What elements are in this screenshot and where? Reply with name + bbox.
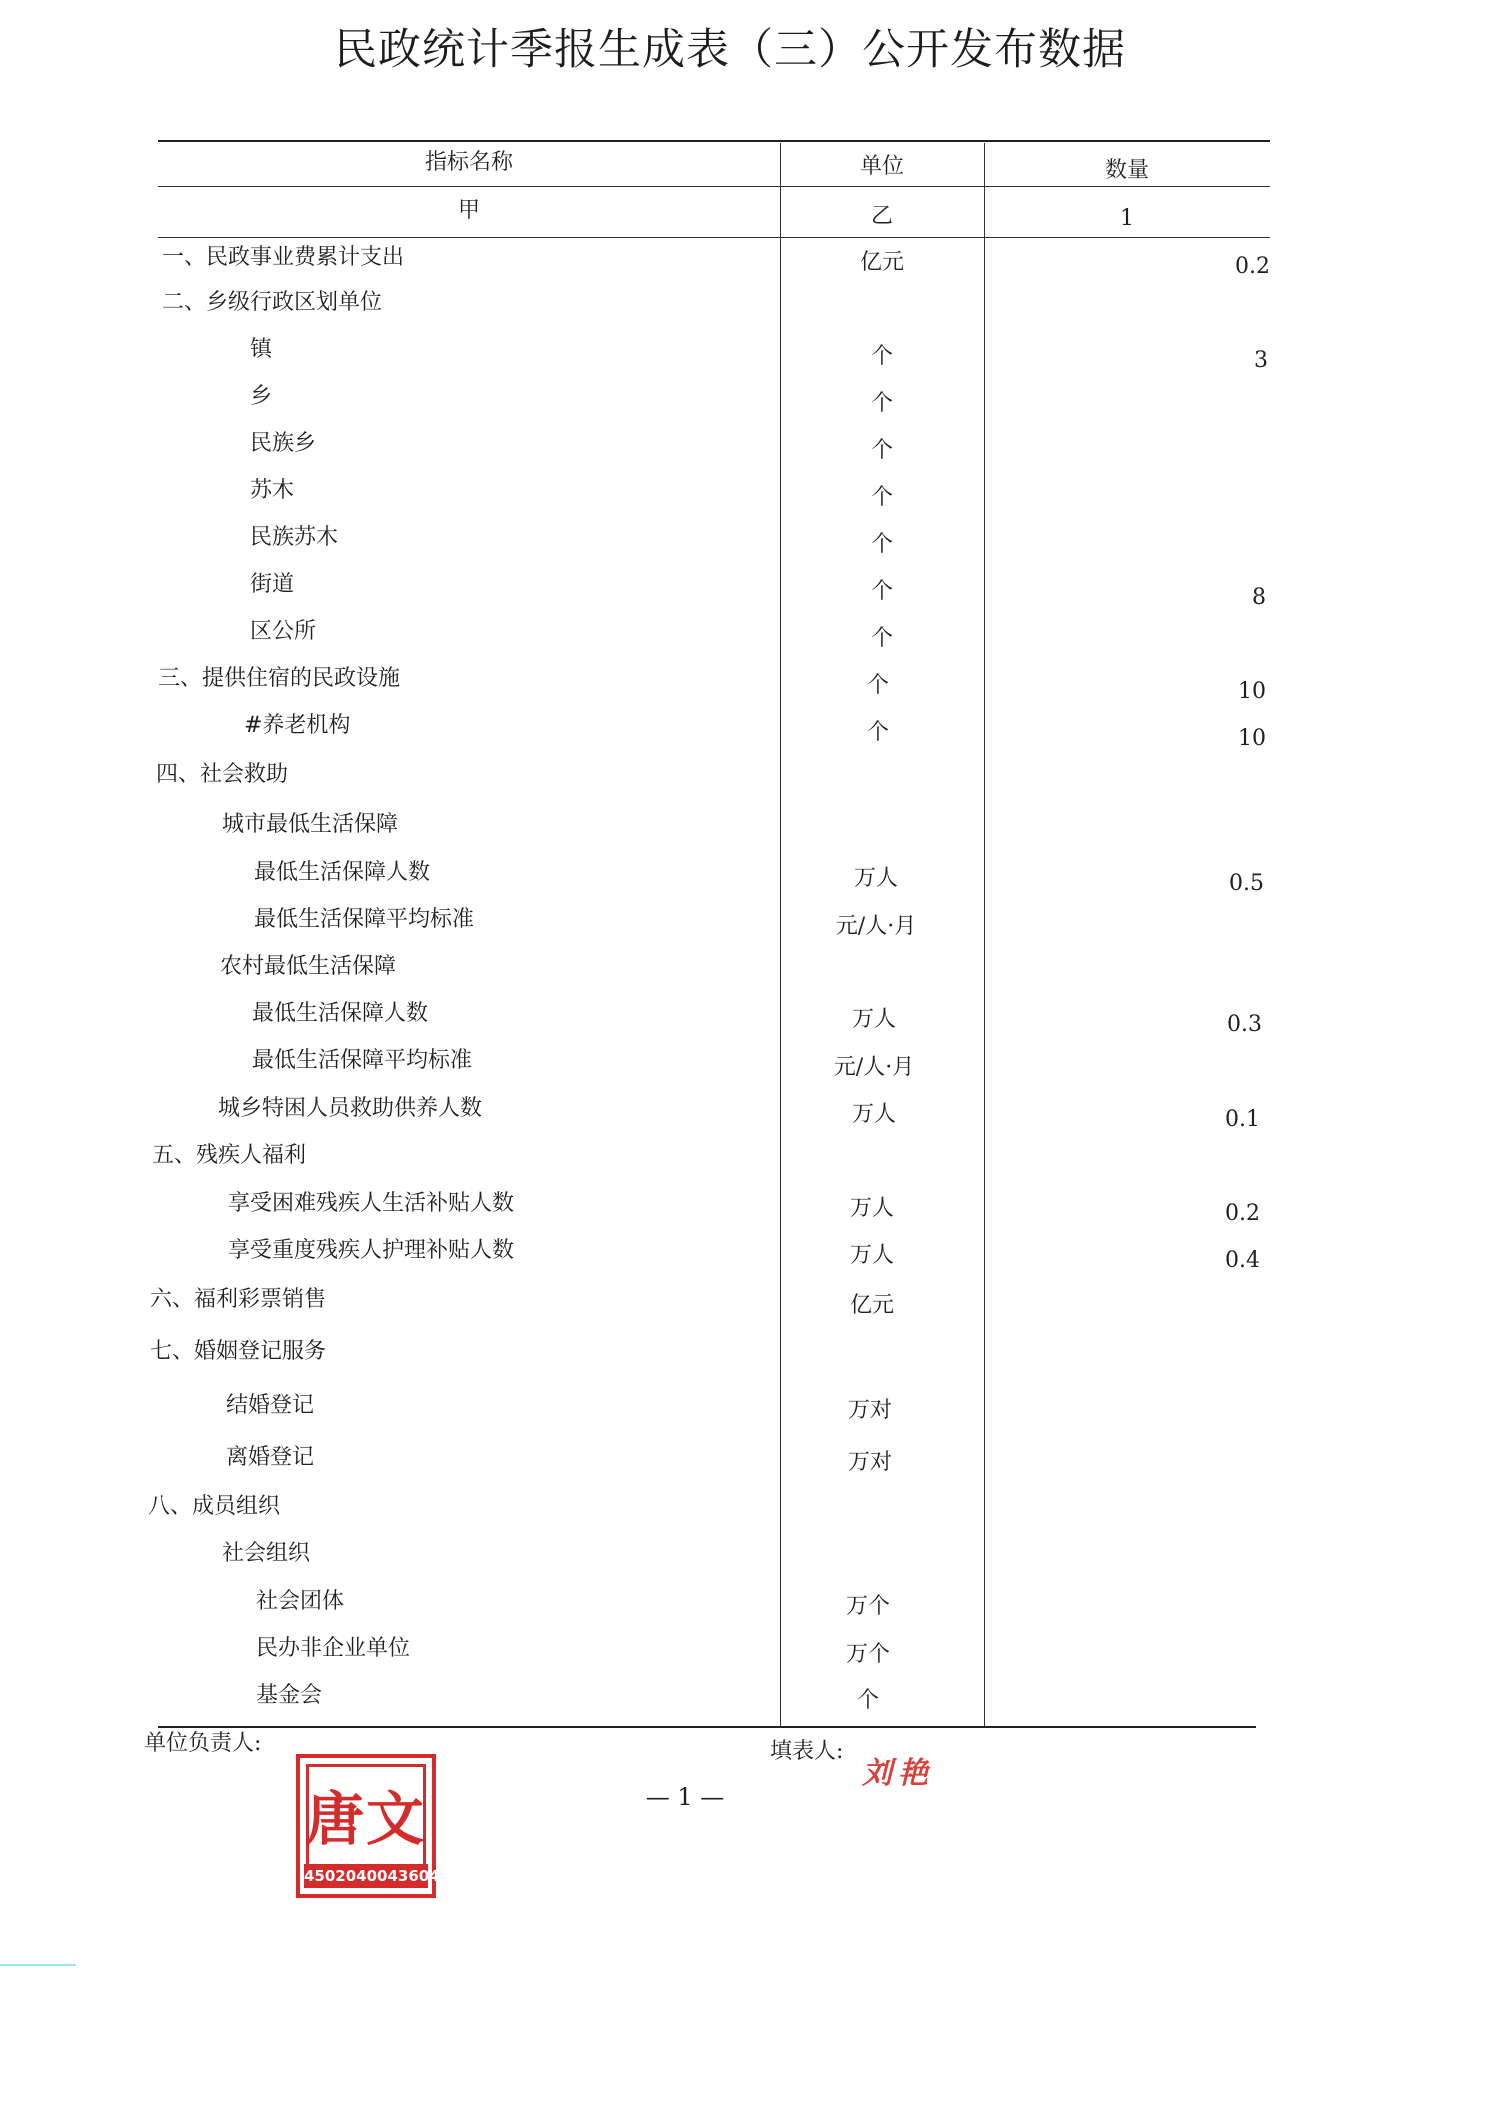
row-name: 镇 (250, 337, 273, 362)
code-unit: 乙 (870, 204, 893, 229)
row-unit: 万人 (853, 866, 898, 891)
row-name: 一、民政事业费累计支出 (162, 245, 405, 270)
row-unit: 个 (870, 579, 893, 604)
document-title: 民政统计季报生成表（三）公开发布数据 (334, 25, 1126, 75)
seal-characters: 唐文 (305, 1785, 426, 1853)
row-name: 农村最低生活保障 (220, 954, 397, 979)
row-unit: 个 (866, 720, 889, 745)
official-seal (296, 1754, 440, 1898)
row-name: 最低生活保障人数 (252, 1001, 429, 1026)
row-name: 民族乡 (250, 431, 317, 456)
row-unit: 个 (870, 626, 893, 651)
row-name: 离婚登记 (226, 1445, 315, 1470)
row-value: 10 (1238, 726, 1266, 751)
row-value: 0.5 (1229, 871, 1264, 896)
row-unit: 个 (870, 485, 893, 510)
row-name: 四、社会救助 (156, 762, 289, 787)
row-name: 六、福利彩票销售 (150, 1287, 327, 1312)
row-unit: 个 (866, 673, 889, 698)
row-unit: 万人 (849, 1196, 894, 1221)
row-unit: 个 (870, 391, 893, 416)
row-name: 享受困难残疾人生活补贴人数 (228, 1191, 515, 1216)
row-name: 乡 (250, 384, 273, 409)
row-unit: 个 (856, 1688, 879, 1713)
seal-code: 4502040043604 (304, 1864, 428, 1888)
row-name: 最低生活保障平均标准 (252, 1048, 473, 1073)
column-divider-2 (984, 143, 985, 1726)
row-unit: 亿元 (849, 1293, 894, 1318)
code-row-rule (158, 237, 1270, 238)
row-unit: 万对 (847, 1398, 892, 1423)
row-name: 结婚登记 (226, 1393, 315, 1418)
row-name: 八、成员组织 (148, 1494, 281, 1519)
row-name: 社会组织 (222, 1541, 311, 1566)
row-name: 最低生活保障人数 (254, 860, 431, 885)
row-unit: 亿元 (859, 250, 904, 275)
table-bottom-rule (158, 1726, 1256, 1728)
row-unit: 元/人·月 (833, 1055, 915, 1080)
row-unit: 个 (870, 344, 893, 369)
code-quantity: 1 (1120, 206, 1134, 231)
row-value: 0.2 (1225, 1201, 1260, 1226)
header-quantity: 数量 (1104, 158, 1149, 183)
row-value: 8 (1252, 585, 1266, 610)
row-value: 0.1 (1225, 1107, 1260, 1132)
row-unit: 个 (870, 438, 893, 463)
row-value: 3 (1254, 348, 1268, 373)
header-indicator-name: 指标名称 (424, 150, 513, 175)
row-name: 民族苏木 (250, 525, 339, 550)
row-name: 七、婚姻登记服务 (150, 1339, 327, 1364)
row-unit: 万人 (851, 1007, 896, 1032)
code-indicator: 甲 (457, 198, 480, 223)
row-value: 0.2 (1235, 254, 1270, 279)
row-name: 五、残疾人福利 (152, 1143, 307, 1168)
row-unit: 万个 (845, 1642, 890, 1667)
row-value: 0.3 (1227, 1012, 1262, 1037)
row-name: 苏木 (250, 478, 295, 503)
row-name: 民办非企业单位 (256, 1636, 411, 1661)
row-unit: 个 (870, 532, 893, 557)
row-name: 街道 (250, 572, 295, 597)
row-value: 0.4 (1225, 1248, 1260, 1273)
row-name: 三、提供住宿的民政设施 (158, 666, 401, 691)
row-unit: 万人 (849, 1243, 894, 1268)
header-rule (158, 186, 1270, 187)
row-name: 城市最低生活保障 (222, 812, 399, 837)
unit-head-label: 单位负责人: (144, 1731, 262, 1756)
row-name: 享受重度残疾人护理补贴人数 (228, 1238, 515, 1263)
row-unit: 万个 (845, 1594, 890, 1619)
filler-signature: 刘艳 (862, 1756, 934, 1791)
row-unit: 元/人·月 (835, 914, 917, 939)
header-unit: 单位 (859, 154, 904, 179)
filler-label: 填表人: (770, 1739, 844, 1764)
row-name: 二、乡级行政区划单位 (162, 290, 383, 315)
row-unit: 万对 (847, 1450, 892, 1475)
row-name: 社会团体 (256, 1589, 345, 1614)
page-number: — 1 — (645, 1783, 725, 1811)
table-top-rule (158, 140, 1270, 142)
row-name: 区公所 (250, 619, 317, 644)
row-name: #养老机构 (244, 713, 351, 738)
row-name: 基金会 (256, 1683, 323, 1708)
row-value: 10 (1238, 679, 1266, 704)
row-unit: 万人 (851, 1102, 896, 1127)
row-name: 最低生活保障平均标准 (254, 907, 475, 932)
row-name: 城乡特困人员救助供养人数 (218, 1096, 483, 1121)
edge-scan-mark (0, 1964, 76, 1966)
